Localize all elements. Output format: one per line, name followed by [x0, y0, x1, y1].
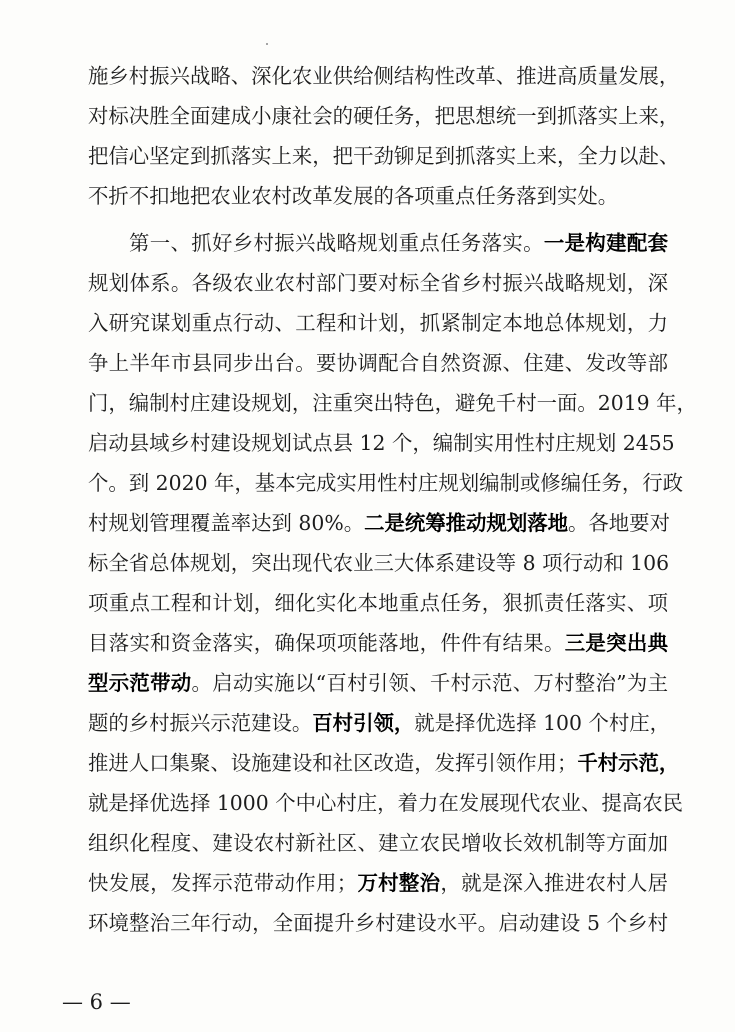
text-line: 个。到 2020 年，基本完成实用性村庄规划编制或修编任务，行政 — [88, 471, 684, 495]
text-line: 标全省总体规划，突出现代农业三大体系建设等 8 项行动和 106 — [88, 551, 670, 575]
text-line: 不折不扣地把农业农村改革发展的各项重点任务落到实处。 — [88, 184, 619, 208]
text-line: 规划体系。各级农业农村部门要对标全省乡村振兴战略规划，深 — [88, 271, 668, 295]
text-line: 环境整治三年行动，全面提升乡村建设水平。启动建设 5 个乡村 — [88, 911, 668, 935]
text-line: 启动县域乡村建设规划试点县 12 个，编制实用性村庄规划 2455 — [88, 431, 675, 455]
text-line: 项重点工程和计划，细化实化本地重点任务，狠抓责任落实、项 — [88, 591, 668, 615]
text-line: 题的乡村振兴示范建设。百村引领，就是择优选择 100 个村庄， — [88, 711, 671, 735]
text-line: 施乡村振兴战略、深化农业供给侧结构性改革、推进高质量发展， — [88, 64, 680, 88]
text-line: 组织化程度、建设农村新社区、建立农民增收长效机制等方面加 — [88, 831, 668, 855]
text-line: 快发展，发挥示范带动作用；万村整治，就是深入推进农村人居 — [88, 871, 669, 895]
text-line: 村规划管理覆盖率达到 80%。二是统筹推动规划落地。各地要对 — [88, 511, 670, 535]
text-line: 就是择优选择 1000 个中心村庄，着力在发展现代农业、提高农民 — [88, 791, 684, 815]
text-line: 对标决胜全面建成小康社会的硬任务，把思想统一到抓落实上来， — [88, 104, 680, 128]
text-line: 入研究谋划重点行动、工程和计划，抓紧制定本地总体规划，力 — [88, 311, 668, 335]
text-line: 型示范带动。启动实施以“百村引领、千村示范、万村整治”为主 — [88, 671, 668, 695]
scan-speck — [266, 43, 268, 45]
text-line: 门，编制村庄建设规划，注重突出特色，避免千村一面。2019 年， — [88, 391, 697, 415]
text-line: 把信心坚定到抓落实上来，把干劲铆足到抓落实上来，全力以赴、 — [88, 144, 680, 168]
text-line: 目落实和资金落实，确保项项能落地，件件有结果。三是突出典 — [88, 631, 668, 655]
text-line: 推进人口集聚、设施建设和社区改造，发挥引领作用；千村示范， — [88, 751, 680, 775]
text-line: 争上半年市县同步出台。要协调配合自然资源、住建、发改等部 — [88, 351, 668, 375]
section-heading-line: 第一、抓好乡村振兴战略规划重点任务落实。一是构建配套 — [129, 231, 669, 255]
page-number: — 6 — — [62, 990, 131, 1014]
